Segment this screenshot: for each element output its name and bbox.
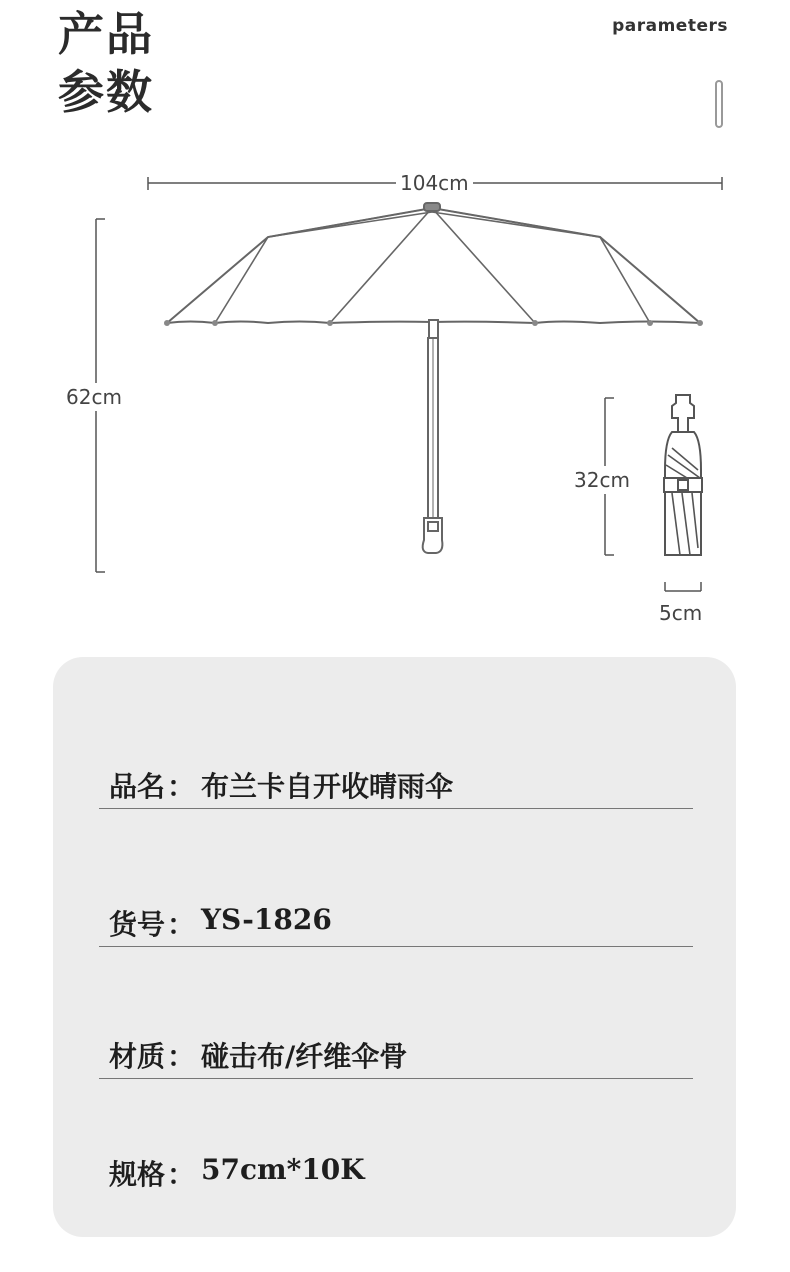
open-width-label: 104cm (396, 171, 473, 195)
spec-label: 材质 (109, 1040, 166, 1073)
title-line-2: 参数 (58, 65, 154, 119)
spec-separator: ： (167, 1158, 196, 1191)
spec-value: 57cm*10K (201, 1153, 365, 1186)
folded-length-label: 32cm (574, 468, 630, 492)
spec-value: 布兰卡自开收晴雨伞 (201, 770, 454, 803)
folded-umbrella-icon (664, 395, 702, 555)
spec-row-material (99, 1035, 693, 1079)
spec-row-model (99, 903, 693, 947)
spec-card (53, 657, 736, 1237)
spec-row-name (99, 765, 693, 809)
spec-separator: ： (167, 908, 196, 941)
open-umbrella-icon (164, 203, 703, 553)
title-line-1: 产品 (58, 7, 154, 61)
spec-row-size (99, 1153, 693, 1197)
spec-label: 规格 (109, 1158, 166, 1191)
page-subtitle: parameters (612, 16, 728, 36)
spec-value: YS-1826 (201, 903, 332, 936)
spec-label: 品名 (109, 770, 166, 803)
open-height-label: 62cm (66, 385, 122, 409)
spec-value: 碰击布/纤维伞骨 (201, 1040, 408, 1073)
spec-separator: ： (167, 770, 196, 803)
spec-label: 货号 (109, 908, 166, 941)
folded-diameter-label: 5cm (659, 601, 703, 625)
spec-separator: ： (167, 1040, 196, 1073)
